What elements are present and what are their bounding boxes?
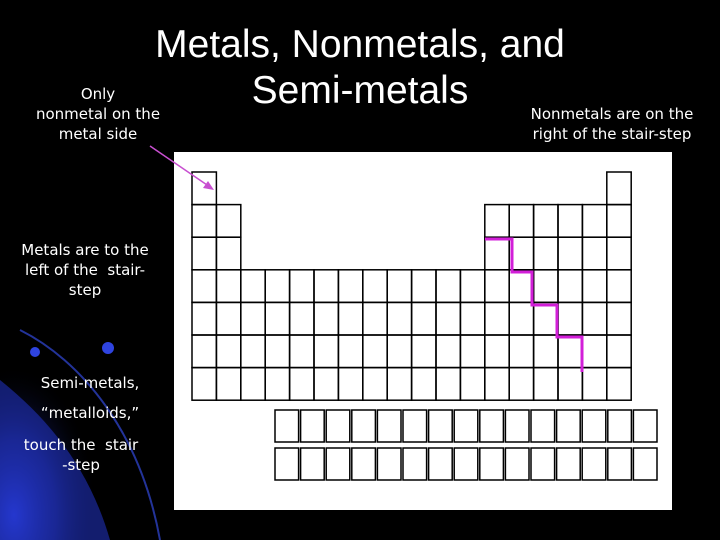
periodic-table-panel: [174, 152, 672, 510]
note-line: touch the stair: [23, 436, 139, 454]
title-line-2: Semi-metals: [251, 69, 469, 112]
note-line: nonmetal on the: [35, 105, 161, 123]
title-line-1: Metals, Nonmetals, and: [155, 23, 565, 66]
note-line: right of the stair-step: [532, 125, 692, 143]
semimetals-note-line-1: Semi-metals,: [40, 374, 140, 392]
bullet-dot-icon: [102, 342, 114, 354]
nonmetals-right-note: [506, 104, 718, 144]
note-line: Nonmetals are on the: [530, 105, 694, 123]
note-line: -step: [62, 456, 100, 474]
page-title: [120, 22, 600, 114]
metals-left-note: [0, 240, 170, 300]
note-line: Metals are to the: [21, 241, 149, 259]
semimetals-note-line-3: [0, 435, 162, 475]
note-line: left of the stair-: [24, 261, 146, 279]
note-line: metal side: [58, 125, 138, 143]
note-line: step: [68, 281, 102, 299]
only-nonmetal-note: [18, 84, 178, 144]
bullet-dot-icon: [30, 347, 40, 357]
note-line: Only: [80, 85, 116, 103]
semimetals-note-line-2: “metalloids,”: [40, 404, 140, 422]
